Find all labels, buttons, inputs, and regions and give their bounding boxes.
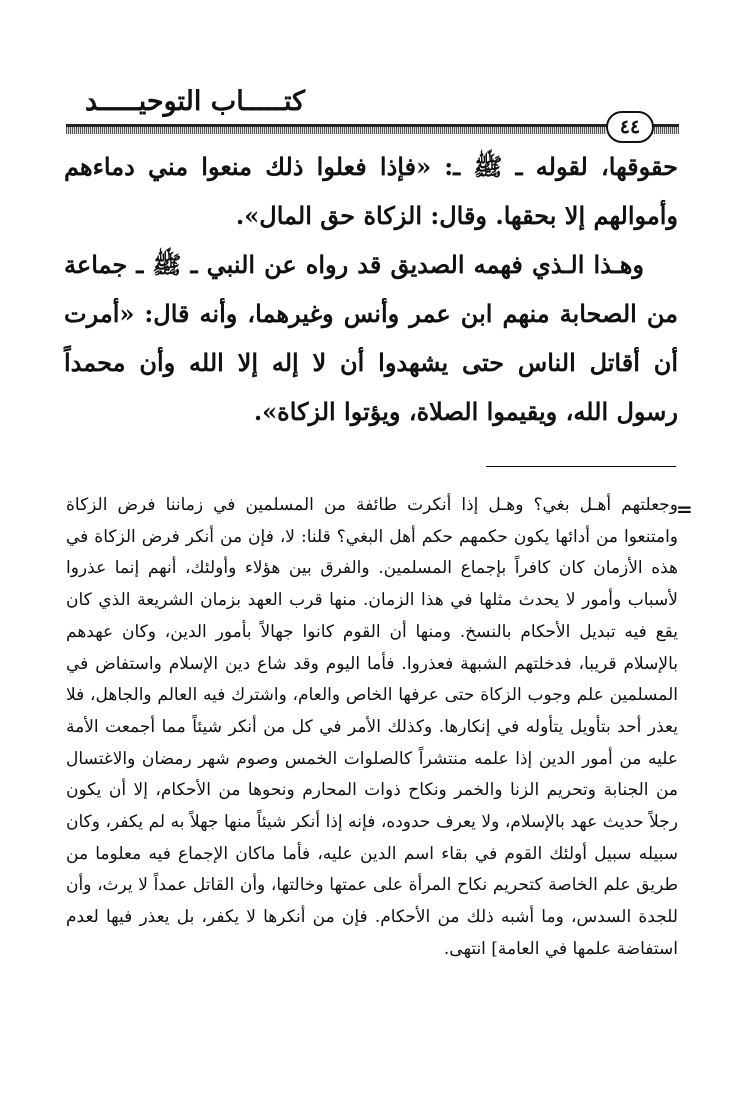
main-paragraph-2: وهـذا الـذي فهمه الصديق قد رواه عن النبي ـ ﷺ ـ جماعة من الصحابة منهم ابن عمر وأنس وغيرهما، وأنه قال: «أمرت أن أقاتل الناس حتى يشهدوا أن لا إله إلا الله وأن محمداً رسول الله، ويقيموا الصلاة، ويؤتوا الزكاة». bbox=[64, 250, 678, 426]
main-text bbox=[64, 142, 678, 436]
header-rule-pattern-left bbox=[650, 127, 679, 134]
header-rule-pattern bbox=[66, 127, 606, 134]
footnote-separator bbox=[486, 466, 676, 467]
footnote-text: وجعلتهم أهـل بغي؟ وهـل إذا أنكرت طائفة من المسلمين في زماننا فرض الزكاة وامتنعوا من أدائها يكون حكمهم حكم أهل البغي؟ قلنا: لا، فإن من أنكر فرض الزكاة في هذه الأزمان كان كافراً بإجماع المسلمين. والفرق بين هؤلاء وأولئك، أنهم إنما عذروا لأسباب وأمور لا يحدث مثلها في هذا الزمان. منها قرب العهد بزمان الشريعة الذي كان يقع فيه تبديل الأحكام بالنسخ. ومنها أن القوم كانوا جهالاً بأمور الدين، وكان عهدهم بالإسلام قريبا، فدخلتهم الشبهة فعذروا. فأما اليوم وقد شاع دين الإسلام واستفاض في المسلمين علم وجوب الزكاة حتى عرفها الخاص والعام، واشترك فيه العالم والجاهل، فلا يعذر أحد بتأويل يتأوله في إنكارها. وكذلك الأمر في كل من أنكر شيئاً مما أجمعت الأمة عليه من أمور الدين إذا علمه منتشراً كالصلوات الخمس وصوم شهر رمضان والاغتسال من الجنابة وتحريم الزنا والخمر ونكاح ذوات المحارم ونحوها من الأحكام، إلا أن يكون رجلاً حديث عهد بالإسلام، ولا يعرف حدوده، فإنه إذا أنكر شيئاً منها جهلاً به لم يكفر، وكان سبيله سبيل أولئك القوم في بقاء اسم الدين عليه، فأما ماكان الإجماع فيه معلوما من طريق علم الخاصة كتحريم نكاح المرأة على عمتها وخالتها، وأن القاتل عمداً لا يرث، وأن للجدة السدس، وما أشبه ذلك من الأحكام. فإن من أنكرها لا يكفر، بل يعذر فيها لعدم استفاضة علمها في العامة] انتهى. bbox=[66, 495, 678, 959]
main-paragraph-1: حقوقها، لقوله ـ ﷺ ـ: «فإذا فعلوا ذلك منعوا مني دماءهم وأموالهم إلا بحقها. وقال: الزكاة حق المال». bbox=[64, 152, 678, 230]
footnote bbox=[66, 490, 678, 966]
page-number: ٤٤ bbox=[606, 111, 654, 143]
footnote-continuation-mark: = bbox=[676, 497, 693, 521]
running-header-title: كتـــــاب التوحيـــــد bbox=[85, 86, 305, 117]
